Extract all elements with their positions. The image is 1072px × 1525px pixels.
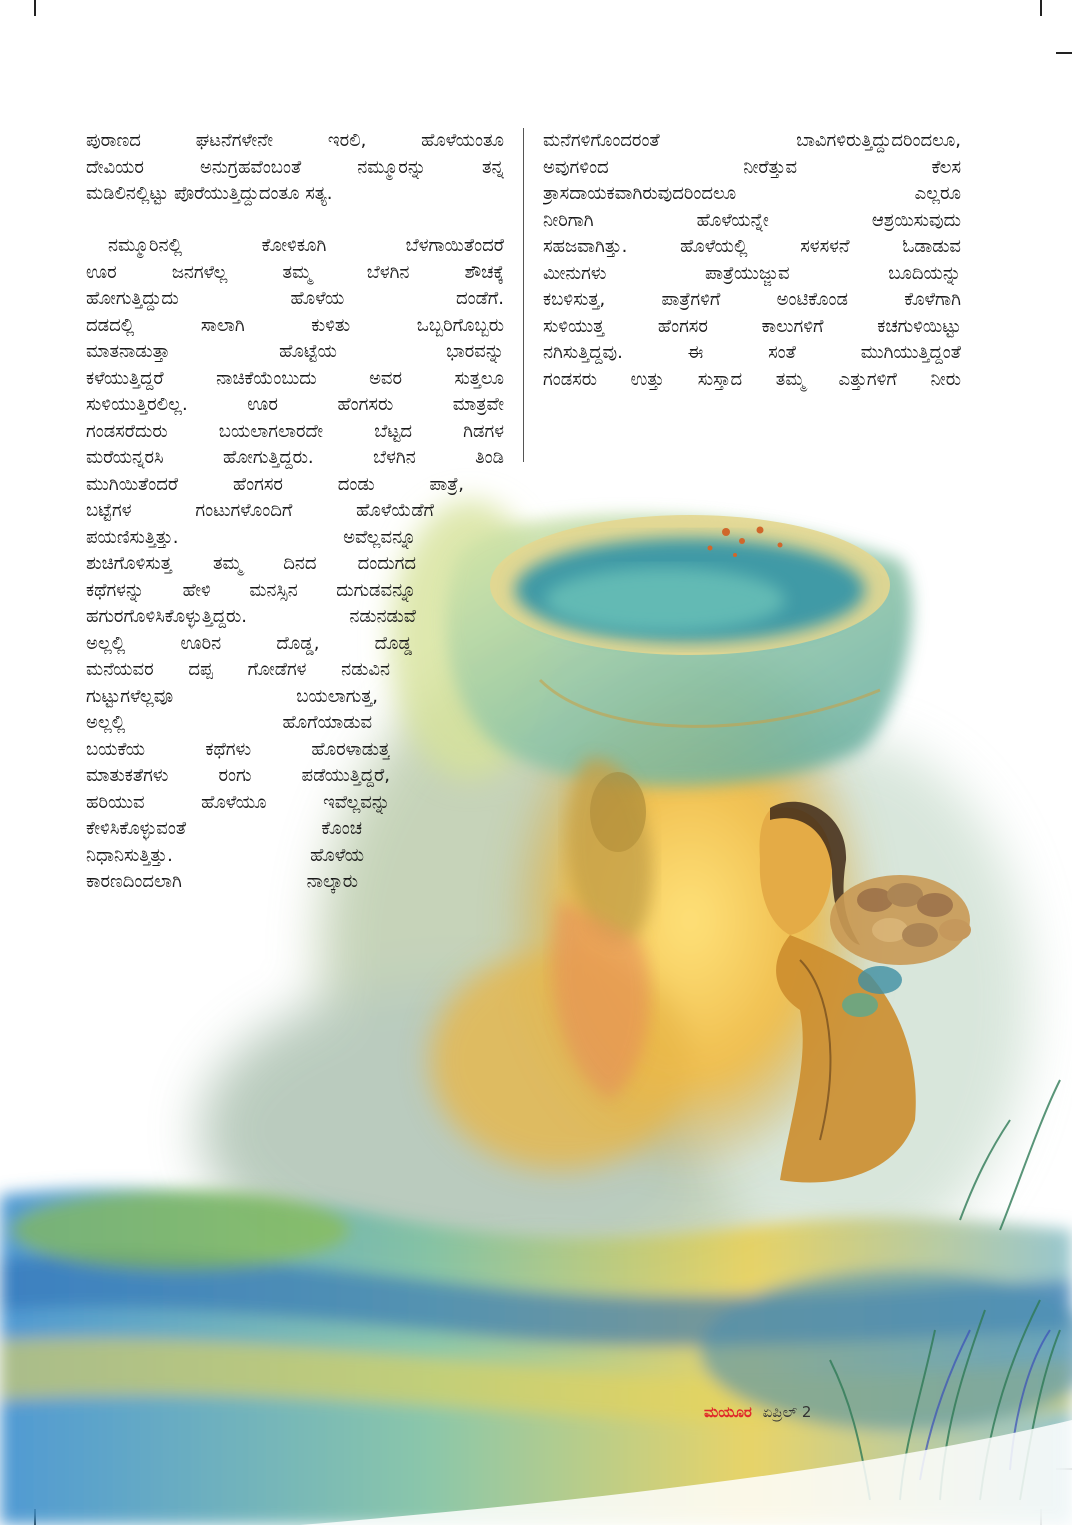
paragraph-line: ಮಾತನಾಡುತ್ತಾ ಹೊಟ್ಟೆಯ ಭಾರವನ್ನು [86, 341, 504, 362]
paragraph-line: ಗಂಡಸರು ಉತ್ತು ಸುಸ್ತಾದ ತಮ್ಮ ಎತ್ತುಗಳಿಗೆ ನೀರು [543, 368, 961, 390]
paragraph-line: ಗುಟ್ಟುಗಳೆಲ್ಲವೂ ಬಯಲಾಗುತ್ತ, [86, 685, 378, 707]
paragraph-line: ನಿಧಾನಿಸುತ್ತಿತ್ತು. ಹೊಳೆಯ [86, 844, 364, 866]
issue-month: ಏಪ್ರಿಲ್ 2 [762, 1403, 812, 1421]
paragraph-line: ತ್ರಾಸದಾಯಕವಾಗಿರುವುದರಿಂದಲೂ ಎಲ್ಲರೂ [543, 183, 961, 204]
column-divider [523, 128, 524, 462]
paragraph-line: ನೀರಿಗಾಗಿ ಹೊಳೆಯನ್ನೇ ಆಶ್ರಯಿಸುವುದು [543, 209, 961, 231]
paragraph-line: ನಮ್ಮೂರಿನಲ್ಲಿ ಕೋಳಿಕೂಗಿ ಬೆಳಗಾಯಿತೆಂದರೆ [108, 235, 504, 256]
paragraph-line: ನಗಿಸುತ್ತಿದ್ದವು. ಈ ಸಂತೆ ಮುಗಿಯುತ್ತಿದ್ದಂತೆ [543, 342, 961, 363]
paragraph-line: ಅಲ್ಲಲ್ಲಿ ಹೊಗೆಯಾಡುವ [86, 712, 372, 733]
paragraph-line: ಸುಳಿಯುತ್ತಿರಲಿಲ್ಲ. ಊರ ಹೆಂಗಸರು ಮಾತ್ರವೇ [86, 394, 504, 415]
paragraph-line: ಸಹಜವಾಗಿತ್ತು. ಹೊಳೆಯಲ್ಲಿ ಸಳಸಳನೆ ಓಡಾಡುವ [543, 236, 961, 257]
paragraph-line: ಅವುಗಳಿಂದ ನೀರೆತ್ತುವ ಕೆಲಸ [543, 156, 961, 178]
paragraph-line: ಹಗುರಗೊಳಿಸಿಕೊಳ್ಳುತ್ತಿದ್ದರು. ನಡುನಡುವೆ [86, 606, 416, 627]
paragraph-line: ಗಂಡಸರೆದುರು ಬಯಲಾಗಲಾರದೇ ಬೆಟ್ಟದ ಗಿಡಗಳ [86, 420, 504, 442]
paragraph-line: ಮೀನುಗಳು ಪಾತ್ರೆಯುಜ್ಜುವ ಬೂದಿಯನ್ನು [543, 262, 961, 284]
magazine-name: ಮಯೂರ [704, 1403, 752, 1421]
paragraph-line: ಶುಚಿಗೊಳಿಸುತ್ತ ತಮ್ಮ ದಿನದ ದಂದುಗದ [86, 553, 416, 574]
paragraph-line: ಮರೆಯನ್ನರಸಿ ಹೋಗುತ್ತಿದ್ದರು. ಬೆಳಗಿನ ತಿಂಡಿ [86, 447, 504, 468]
paragraph-line: ಕಳೆಯುತ್ತಿದ್ದರೆ ನಾಚಿಕೆಯೆಂಬುದು ಅವರ ಸುತ್ತಲೂ [86, 367, 504, 389]
paragraph-line: ಮನೆಯವರ ದಪ್ಪ ಗೋಡೆಗಳ ನಡುವಿನ [86, 659, 390, 680]
paragraph-line: ಹರಿಯುವ ಹೊಳೆಯೂ ಇವೆಲ್ಲವನ್ನು [86, 791, 390, 813]
paragraph-line: ಅಲ್ಲಲ್ಲಿ ಊರಿನ ದೊಡ್ಡ, ದೊಡ್ಡ [86, 632, 412, 654]
paragraph-line: ದೇವಿಯರ ಅನುಗ್ರಹವೆಂಬಂತೆ ನಮ್ಮೂರನ್ನು ತನ್ನ [86, 156, 504, 178]
paragraph-line: ಕಥೆಗಳನ್ನು ಹೇಳಿ ಮನಸ್ಸಿನ ದುಗುಡವನ್ನೂ [86, 579, 416, 601]
page-footer [704, 1400, 811, 1424]
paragraph-line: ಸುಳಿಯುತ್ತ ಹೆಂಗಸರ ಕಾಲುಗಳಿಗೆ ಕಚಗುಳಿಯಿಟ್ಟು [543, 315, 961, 337]
paragraph-line: ಮುಗಿಯಿತೆಂದರೆ ಹೆಂಗಸರ ದಂಡು ಪಾತ್ರೆ, [86, 473, 464, 495]
paragraph-line: ಕಾರಣದಿಂದಲಾಗಿ ನಾಲ್ಕಾರು [86, 871, 358, 892]
paragraph-line: ಮಾತುಕತೆಗಳು ರಂಗು ಪಡೆಯುತ್ತಿದ್ದರೆ, [86, 765, 390, 786]
paragraph-line: ಊರ ಜನಗಳೆಲ್ಲ ತಮ್ಮ ಬೆಳಗಿನ ಶೌಚಕ್ಕೆ [86, 261, 504, 283]
paragraph-line: ಪಯಣಿಸುತ್ತಿತ್ತು. ಅವೆಲ್ಲವನ್ನೂ [86, 526, 416, 548]
paragraph-line: ಕಬಳಿಸುತ್ತ, ಪಾತ್ರೆಗಳಿಗೆ ಅಂಟಿಕೊಂಡ ಕೊಳೆಗಾಗಿ [543, 289, 961, 310]
paragraph-line: ದಡದಲ್ಲಿ ಸಾಲಾಗಿ ಕುಳಿತು ಒಬ್ಬರಿಗೊಬ್ಬರು [86, 314, 504, 336]
paragraph-line: ಮನೆಗಳಿಗೊಂದರಂತೆ ಬಾವಿಗಳಿರುತ್ತಿದ್ದುದರಿಂದಲೂ, [543, 130, 961, 151]
paragraph-line: ಕೇಳಿಸಿಕೊಳ್ಳುವಂತೆ ಕೊಂಚ [86, 818, 362, 839]
paragraph-line: ಪುರಾಣದ ಘಟನೆಗಳೇನೇ ಇರಲಿ, ಹೊಳೆಯಂತೂ [86, 130, 504, 151]
paragraph-line: ಬಯಕೆಯ ಕಥೆಗಳು ಹೊರಳಾಡುತ್ತ [86, 738, 390, 760]
paragraph-line: ಮಡಿಲಿನಲ್ಲಿಟ್ಟು ಪೊರೆಯುತ್ತಿದ್ದುದಂತೂ ಸತ್ಯ. [86, 183, 333, 204]
paragraph-line: ಬಟ್ಟೆಗಳ ಗಂಟುಗಳೊಂದಿಗೆ ಹೊಳೆಯೆಡೆಗೆ [86, 500, 434, 521]
paragraph-line: ಹೋಗುತ್ತಿದ್ದುದು ಹೊಳೆಯ ದಂಡೆಗೆ. [86, 288, 504, 309]
